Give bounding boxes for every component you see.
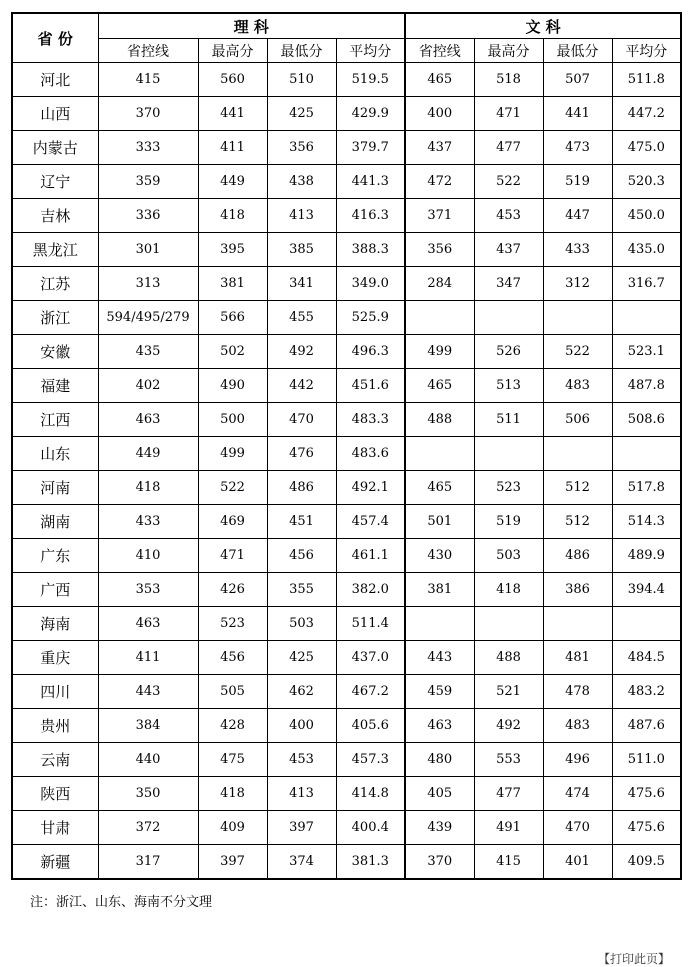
score-cell: 522 <box>198 471 267 505</box>
province-cell: 吉林 <box>12 199 98 233</box>
score-cell: 386 <box>543 573 612 607</box>
score-cell: 484.5 <box>612 641 681 675</box>
score-cell: 496 <box>543 743 612 777</box>
score-cell: 560 <box>198 63 267 97</box>
province-cell: 新疆 <box>12 845 98 880</box>
score-cell: 483.3 <box>336 403 405 437</box>
score-cell: 512 <box>543 505 612 539</box>
score-cell: 443 <box>98 675 198 709</box>
score-cell: 437.0 <box>336 641 405 675</box>
score-cell: 483.2 <box>612 675 681 709</box>
province-cell: 贵州 <box>12 709 98 743</box>
score-cell: 405.6 <box>336 709 405 743</box>
score-cell: 514.3 <box>612 505 681 539</box>
score-cell: 438 <box>267 165 336 199</box>
score-cell <box>474 437 543 471</box>
score-cell: 418 <box>474 573 543 607</box>
table-row <box>12 199 681 233</box>
score-cell: 370 <box>405 845 474 880</box>
score-cell: 400 <box>405 97 474 131</box>
province-cell: 福建 <box>12 369 98 403</box>
score-cell: 410 <box>98 539 198 573</box>
table-row <box>12 539 681 573</box>
score-cell: 519 <box>543 165 612 199</box>
table-row <box>12 675 681 709</box>
score-cell: 336 <box>98 199 198 233</box>
score-cell: 476 <box>267 437 336 471</box>
score-cell: 480 <box>405 743 474 777</box>
subheader-cell: 最低分 <box>267 39 336 63</box>
score-cell <box>612 607 681 641</box>
province-cell: 辽宁 <box>12 165 98 199</box>
score-cell: 462 <box>267 675 336 709</box>
score-cell: 381.3 <box>336 845 405 880</box>
table-row <box>12 471 681 505</box>
province-cell: 山东 <box>12 437 98 471</box>
score-cell <box>405 437 474 471</box>
score-cell: 463 <box>405 709 474 743</box>
score-cell: 349.0 <box>336 267 405 301</box>
score-cell: 284 <box>405 267 474 301</box>
score-cell: 416.3 <box>336 199 405 233</box>
province-cell: 河北 <box>12 63 98 97</box>
score-cell: 472 <box>405 165 474 199</box>
score-cell: 316.7 <box>612 267 681 301</box>
score-cell: 435.0 <box>612 233 681 267</box>
score-cell: 488 <box>405 403 474 437</box>
score-cell: 341 <box>267 267 336 301</box>
score-cell: 409 <box>198 811 267 845</box>
table-row <box>12 743 681 777</box>
subheader-cell: 省控线 <box>98 39 198 63</box>
score-cell: 526 <box>474 335 543 369</box>
score-cell <box>612 301 681 335</box>
score-cell: 401 <box>543 845 612 880</box>
score-cell: 511.8 <box>612 63 681 97</box>
score-cell: 453 <box>267 743 336 777</box>
province-column-header: 省 份 <box>12 13 98 63</box>
score-cell: 430 <box>405 539 474 573</box>
province-cell: 广东 <box>12 539 98 573</box>
score-cell: 397 <box>267 811 336 845</box>
score-cell: 488 <box>474 641 543 675</box>
subheader-cell: 最高分 <box>198 39 267 63</box>
score-cell: 379.7 <box>336 131 405 165</box>
table-row <box>12 369 681 403</box>
score-cell: 594/495/279 <box>98 301 198 335</box>
score-cell: 487.8 <box>612 369 681 403</box>
subheader-cell: 最低分 <box>543 39 612 63</box>
score-cell: 425 <box>267 641 336 675</box>
score-cell: 443 <box>405 641 474 675</box>
score-cell: 475.0 <box>612 131 681 165</box>
score-cell: 474 <box>543 777 612 811</box>
table-row <box>12 845 681 880</box>
score-cell: 522 <box>474 165 543 199</box>
province-cell: 广西 <box>12 573 98 607</box>
score-cell: 405 <box>405 777 474 811</box>
score-cell: 471 <box>198 539 267 573</box>
score-cell: 492.1 <box>336 471 405 505</box>
score-cell: 459 <box>405 675 474 709</box>
score-cell: 465 <box>405 471 474 505</box>
subheader-cell: 平均分 <box>612 39 681 63</box>
province-cell: 江苏 <box>12 267 98 301</box>
score-cell: 429.9 <box>336 97 405 131</box>
score-cell: 492 <box>267 335 336 369</box>
score-cell: 317 <box>98 845 198 880</box>
score-cell: 486 <box>267 471 336 505</box>
score-cell: 353 <box>98 573 198 607</box>
table-row <box>12 811 681 845</box>
score-cell: 523 <box>474 471 543 505</box>
score-cell: 400 <box>267 709 336 743</box>
score-cell: 483.6 <box>336 437 405 471</box>
score-cell: 413 <box>267 777 336 811</box>
score-cell: 553 <box>474 743 543 777</box>
score-cell: 507 <box>543 63 612 97</box>
score-cell: 409.5 <box>612 845 681 880</box>
score-cell: 415 <box>474 845 543 880</box>
score-cell: 437 <box>474 233 543 267</box>
score-cell: 501 <box>405 505 474 539</box>
score-cell: 418 <box>98 471 198 505</box>
score-cell: 384 <box>98 709 198 743</box>
score-cell: 456 <box>198 641 267 675</box>
score-cell: 397 <box>198 845 267 880</box>
table-row <box>12 403 681 437</box>
score-cell: 395 <box>198 233 267 267</box>
score-cell <box>543 437 612 471</box>
score-cell: 465 <box>405 63 474 97</box>
table-body <box>12 63 681 880</box>
score-cell: 518 <box>474 63 543 97</box>
score-cell: 500 <box>198 403 267 437</box>
score-cell: 418 <box>198 199 267 233</box>
footnote: 注：浙江、山东、海南不分文理 <box>30 895 213 910</box>
subheader-cell: 省控线 <box>405 39 474 63</box>
score-cell: 440 <box>98 743 198 777</box>
score-cell <box>543 301 612 335</box>
score-cell: 463 <box>98 607 198 641</box>
score-cell: 475.6 <box>612 777 681 811</box>
score-cell: 451 <box>267 505 336 539</box>
score-cell: 457.4 <box>336 505 405 539</box>
score-cell: 435 <box>98 335 198 369</box>
score-cell: 465 <box>405 369 474 403</box>
score-cell <box>612 437 681 471</box>
score-cell: 463 <box>98 403 198 437</box>
table-row <box>12 63 681 97</box>
score-cell: 457.3 <box>336 743 405 777</box>
table-row <box>12 437 681 471</box>
score-cell <box>405 607 474 641</box>
score-cell: 521 <box>474 675 543 709</box>
score-cell: 470 <box>267 403 336 437</box>
score-cell: 490 <box>198 369 267 403</box>
score-cell: 356 <box>267 131 336 165</box>
score-cell: 511.0 <box>612 743 681 777</box>
score-cell: 370 <box>98 97 198 131</box>
score-cell: 442 <box>267 369 336 403</box>
table-row <box>12 607 681 641</box>
score-cell: 483 <box>543 369 612 403</box>
score-cell: 441.3 <box>336 165 405 199</box>
liberal-arts-group-header: 文 科 <box>405 13 681 39</box>
province-cell: 云南 <box>12 743 98 777</box>
score-cell: 475.6 <box>612 811 681 845</box>
score-cell: 356 <box>405 233 474 267</box>
score-cell <box>543 607 612 641</box>
score-cell: 566 <box>198 301 267 335</box>
score-cell: 478 <box>543 675 612 709</box>
score-cell: 355 <box>267 573 336 607</box>
score-cell: 483 <box>543 709 612 743</box>
province-cell: 安徽 <box>12 335 98 369</box>
score-cell: 467.2 <box>336 675 405 709</box>
score-cell: 469 <box>198 505 267 539</box>
score-cell: 301 <box>98 233 198 267</box>
province-cell: 甘肃 <box>12 811 98 845</box>
score-cell: 350 <box>98 777 198 811</box>
table-row <box>12 131 681 165</box>
score-cell: 453 <box>474 199 543 233</box>
science-group-header: 理 科 <box>98 13 405 39</box>
score-cell: 511.4 <box>336 607 405 641</box>
score-cell: 312 <box>543 267 612 301</box>
province-cell: 湖南 <box>12 505 98 539</box>
province-cell: 重庆 <box>12 641 98 675</box>
score-cell: 461.1 <box>336 539 405 573</box>
table-row <box>12 233 681 267</box>
table-row <box>12 505 681 539</box>
table-row <box>12 165 681 199</box>
score-cell: 400.4 <box>336 811 405 845</box>
score-cell: 437 <box>405 131 474 165</box>
score-cell: 418 <box>198 777 267 811</box>
score-cell: 411 <box>198 131 267 165</box>
score-cell: 439 <box>405 811 474 845</box>
score-cell: 426 <box>198 573 267 607</box>
score-cell: 470 <box>543 811 612 845</box>
score-cell: 381 <box>198 267 267 301</box>
province-cell: 河南 <box>12 471 98 505</box>
table-row <box>12 777 681 811</box>
score-table <box>11 12 682 880</box>
score-cell: 522 <box>543 335 612 369</box>
score-cell: 413 <box>267 199 336 233</box>
score-cell: 473 <box>543 131 612 165</box>
score-cell: 456 <box>267 539 336 573</box>
score-cell: 512 <box>543 471 612 505</box>
score-cell: 503 <box>474 539 543 573</box>
score-cell: 492 <box>474 709 543 743</box>
score-cell: 394.4 <box>612 573 681 607</box>
province-cell: 四川 <box>12 675 98 709</box>
score-cell: 449 <box>98 437 198 471</box>
score-cell: 487.6 <box>612 709 681 743</box>
score-cell: 371 <box>405 199 474 233</box>
score-cell <box>474 301 543 335</box>
score-cell: 475 <box>198 743 267 777</box>
score-cell: 519 <box>474 505 543 539</box>
score-cell: 506 <box>543 403 612 437</box>
score-cell: 511 <box>474 403 543 437</box>
score-cell: 441 <box>543 97 612 131</box>
table-row <box>12 335 681 369</box>
table-row <box>12 267 681 301</box>
score-cell: 513 <box>474 369 543 403</box>
score-cell: 455 <box>267 301 336 335</box>
score-cell: 433 <box>98 505 198 539</box>
score-cell: 486 <box>543 539 612 573</box>
province-cell: 山西 <box>12 97 98 131</box>
score-cell: 520.3 <box>612 165 681 199</box>
score-cell: 499 <box>198 437 267 471</box>
score-cell: 428 <box>198 709 267 743</box>
province-cell: 浙江 <box>12 301 98 335</box>
score-cell: 433 <box>543 233 612 267</box>
score-cell: 414.8 <box>336 777 405 811</box>
subheader-cell: 平均分 <box>336 39 405 63</box>
score-cell: 471 <box>474 97 543 131</box>
score-cell: 525.9 <box>336 301 405 335</box>
score-cell: 381 <box>405 573 474 607</box>
score-cell: 382.0 <box>336 573 405 607</box>
score-cell: 510 <box>267 63 336 97</box>
score-cell: 441 <box>198 97 267 131</box>
score-cell: 477 <box>474 131 543 165</box>
score-cell: 447.2 <box>612 97 681 131</box>
score-cell: 374 <box>267 845 336 880</box>
score-cell <box>405 301 474 335</box>
score-cell: 385 <box>267 233 336 267</box>
province-cell: 江西 <box>12 403 98 437</box>
score-cell: 388.3 <box>336 233 405 267</box>
score-cell: 415 <box>98 63 198 97</box>
score-cell: 347 <box>474 267 543 301</box>
score-cell: 411 <box>98 641 198 675</box>
subheader-row <box>12 39 681 63</box>
score-cell: 477 <box>474 777 543 811</box>
score-cell: 450.0 <box>612 199 681 233</box>
score-cell: 502 <box>198 335 267 369</box>
score-cell: 313 <box>98 267 198 301</box>
score-cell: 359 <box>98 165 198 199</box>
province-cell: 黑龙江 <box>12 233 98 267</box>
score-cell: 508.6 <box>612 403 681 437</box>
score-cell: 499 <box>405 335 474 369</box>
score-cell: 402 <box>98 369 198 403</box>
score-cell: 517.8 <box>612 471 681 505</box>
score-cell: 491 <box>474 811 543 845</box>
print-page-link[interactable]: 【打印此页】 <box>598 952 671 966</box>
subheader-cell: 最高分 <box>474 39 543 63</box>
score-cell: 489.9 <box>612 539 681 573</box>
table-row <box>12 301 681 335</box>
score-cell: 481 <box>543 641 612 675</box>
score-cell: 449 <box>198 165 267 199</box>
table-row <box>12 709 681 743</box>
score-cell: 425 <box>267 97 336 131</box>
score-cell: 447 <box>543 199 612 233</box>
score-cell: 519.5 <box>336 63 405 97</box>
score-cell <box>474 607 543 641</box>
score-cell: 505 <box>198 675 267 709</box>
province-cell: 陕西 <box>12 777 98 811</box>
score-cell: 496.3 <box>336 335 405 369</box>
province-cell: 内蒙古 <box>12 131 98 165</box>
score-cell: 333 <box>98 131 198 165</box>
table-row <box>12 97 681 131</box>
score-cell: 451.6 <box>336 369 405 403</box>
score-cell: 503 <box>267 607 336 641</box>
table-row <box>12 573 681 607</box>
group-header-row <box>12 13 681 39</box>
province-cell: 海南 <box>12 607 98 641</box>
score-cell: 523 <box>198 607 267 641</box>
score-cell: 523.1 <box>612 335 681 369</box>
score-cell: 372 <box>98 811 198 845</box>
table-row <box>12 641 681 675</box>
